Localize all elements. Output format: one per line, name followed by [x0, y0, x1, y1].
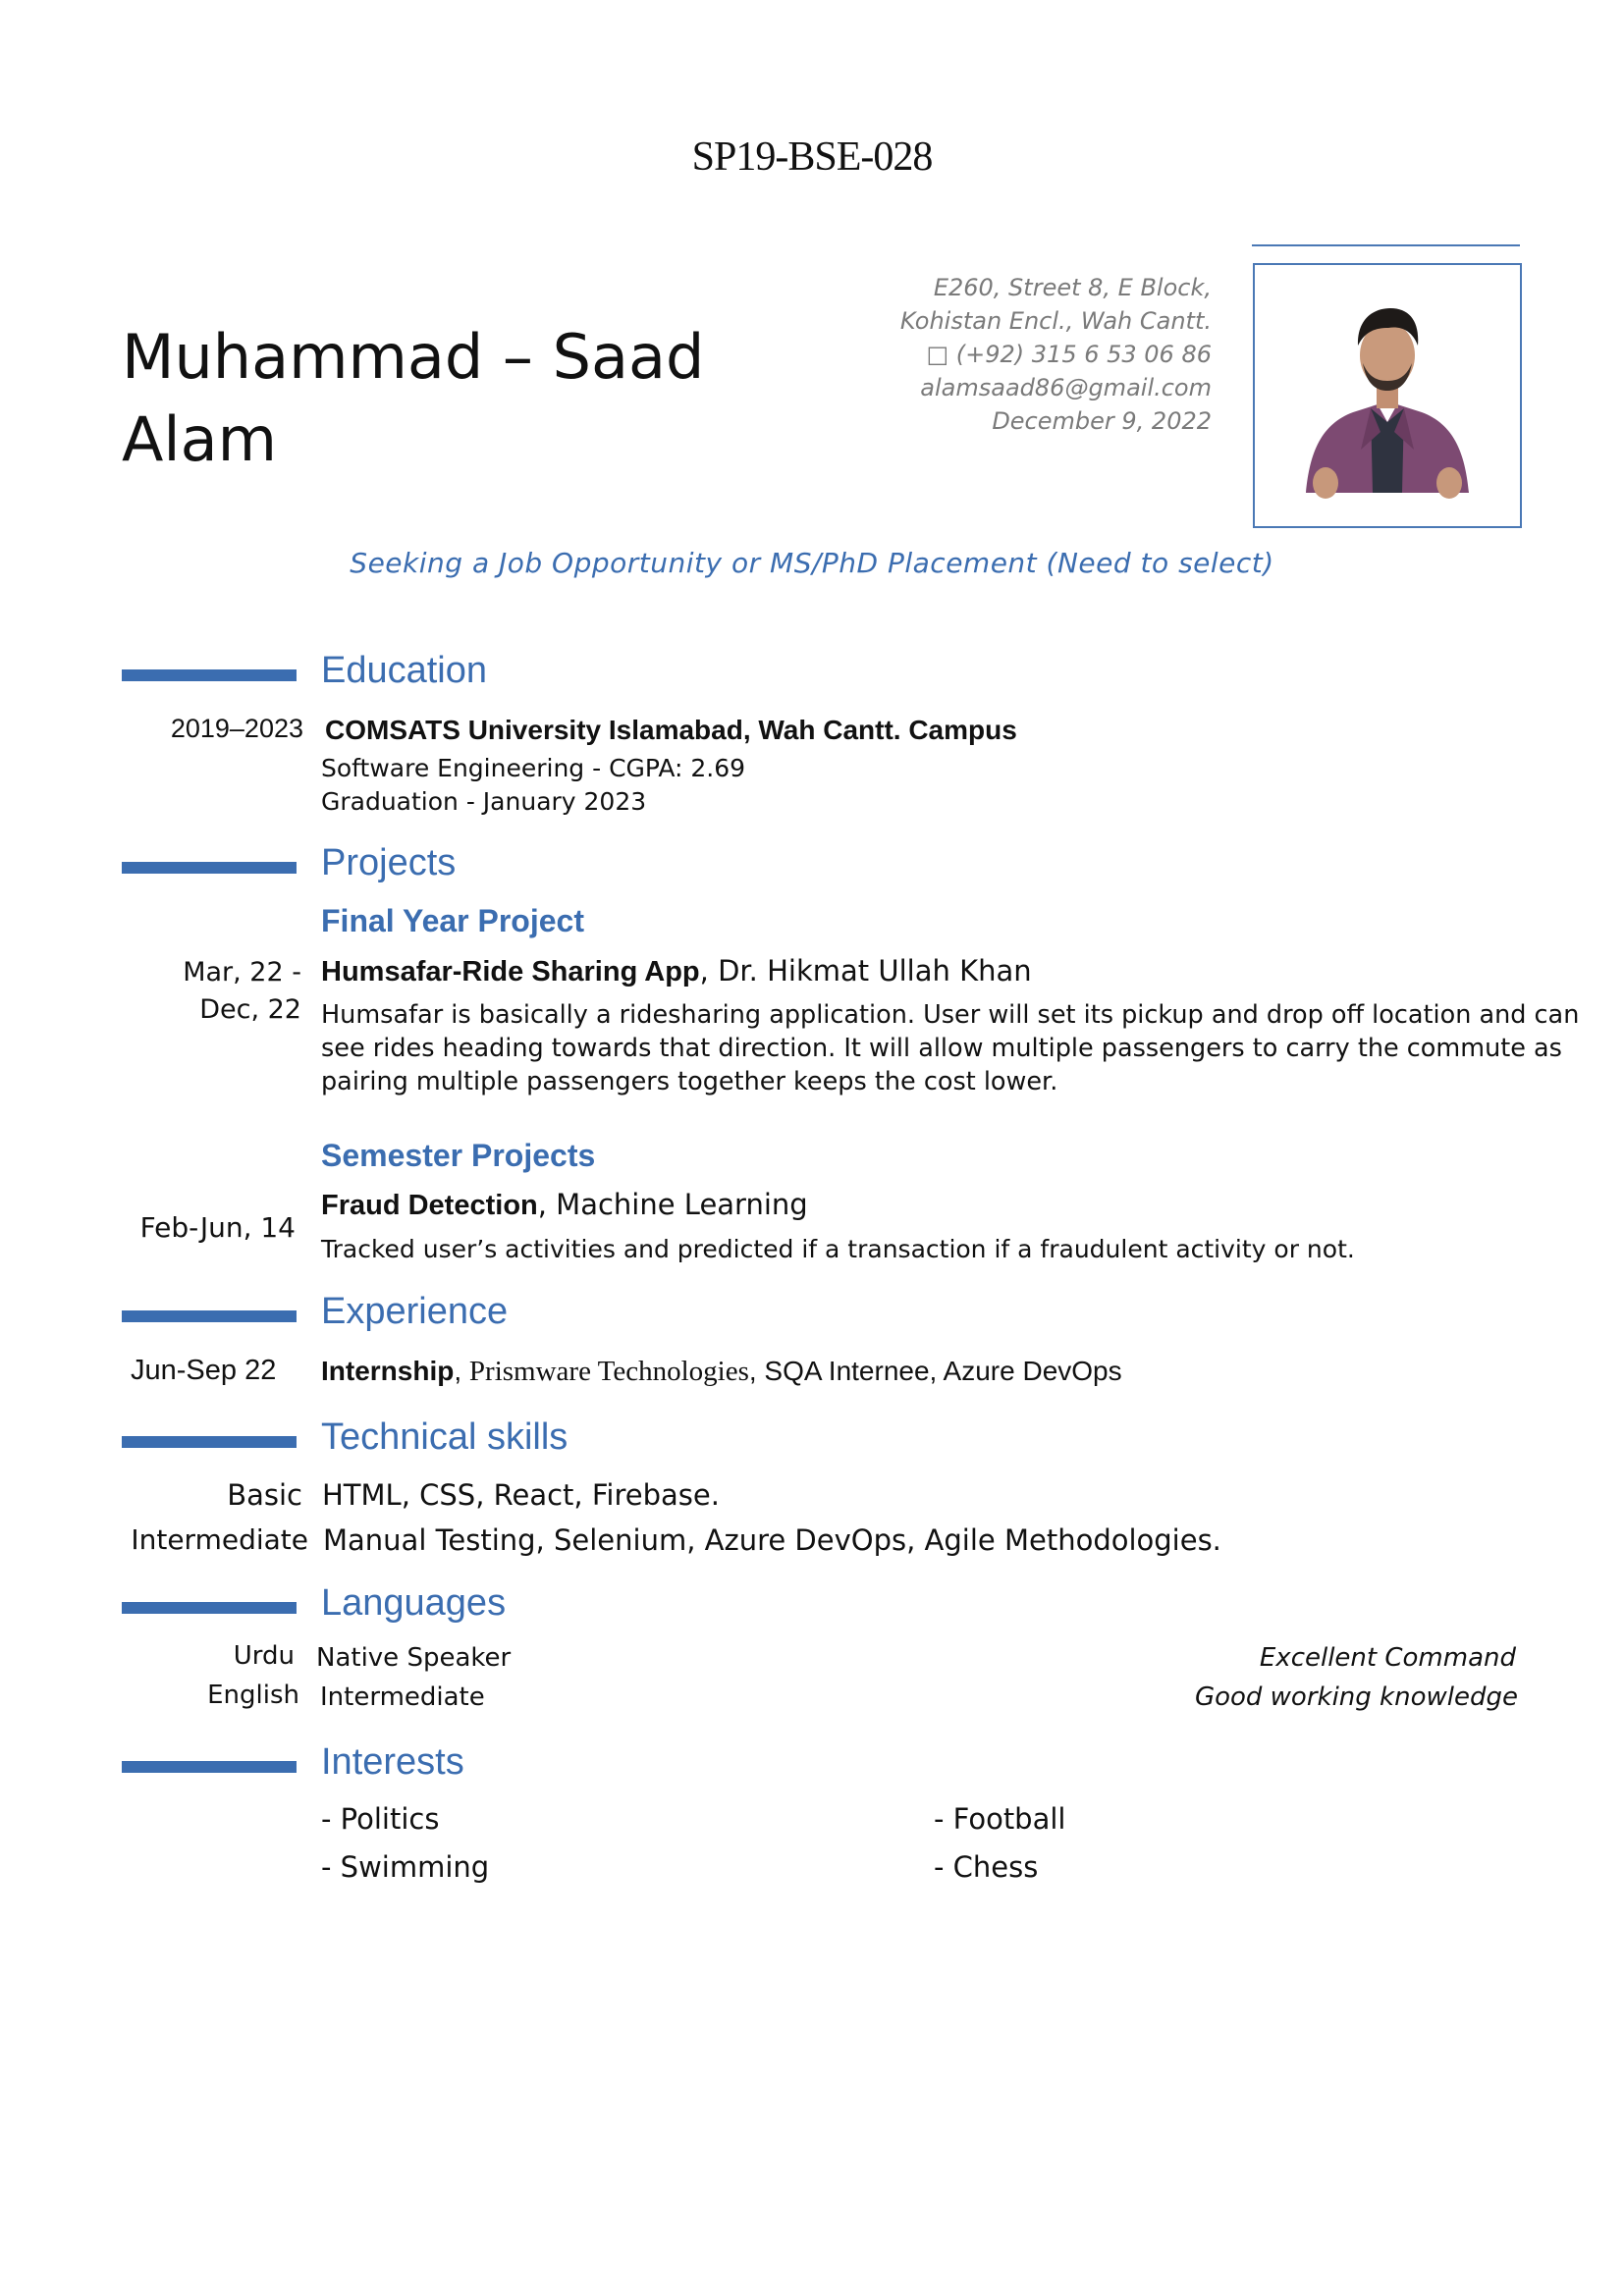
skills-basic-list: HTML, CSS, React, Firebase. — [322, 1478, 720, 1512]
phone-icon: □ — [926, 341, 949, 368]
final-project-supervisor: , Dr. Hikmat Ullah Khan — [699, 954, 1032, 988]
final-year-project-heading: Final Year Project — [321, 903, 584, 938]
final-project-title-line — [321, 954, 1032, 988]
final-project-dates — [122, 954, 301, 1029]
photo-top-rule — [1252, 244, 1520, 246]
experience-company: Prismware Technologies — [468, 1356, 749, 1387]
name-line-2: Alam — [122, 403, 278, 475]
skills-intermediate-label: Intermediate — [131, 1523, 308, 1556]
skills-intermediate-list: Manual Testing, Selenium, Azure DevOps, Agile Methodologies. — [323, 1523, 1221, 1557]
semester-project-name: Fraud Detection — [321, 1190, 538, 1221]
languages-section-title: Languages — [321, 1582, 507, 1624]
education-section-bar — [122, 669, 297, 681]
final-project-name: Humsafar-Ride Sharing App — [321, 956, 700, 988]
semester-projects-heading: Semester Projects — [321, 1138, 596, 1173]
experience-section-title: Experience — [321, 1291, 509, 1332]
final-project-date-start: Mar, 22 - — [183, 957, 301, 988]
education-section-title: Education — [321, 650, 488, 691]
objective-statement: Seeking a Job Opportunity or MS/PhD Placement (Need to select) — [350, 547, 1274, 579]
interest-item: - Chess — [934, 1850, 1039, 1884]
language-note-english: Good working knowledge — [1194, 1682, 1518, 1712]
experience-separator: , — [454, 1356, 469, 1386]
semester-project-title-line — [321, 1188, 808, 1222]
cv-date: December 9, 2022 — [992, 407, 1212, 435]
language-note-urdu: Excellent Command — [1259, 1643, 1516, 1673]
name-line-1: Muhammad – Saad — [122, 321, 705, 393]
final-project-desc-line-1: Humsafar is basically a ridesharing application. User will set its pickup and drop off location and can — [321, 1000, 1580, 1030]
address-line-2: Kohistan Encl., Wah Cantt. — [899, 307, 1212, 335]
interest-item: - Swimming — [321, 1850, 490, 1884]
experience-dates: Jun-Sep 22 — [131, 1355, 277, 1386]
final-project-desc-line-2: see rides heading towards that direction. It will allow multiple passengers to carry the commute as — [321, 1034, 1562, 1063]
language-level-english: Intermediate — [320, 1682, 485, 1712]
experience-section-bar — [122, 1310, 297, 1322]
phone-number: (+92) 315 6 53 06 86 — [955, 341, 1212, 368]
interests-section-title: Interests — [321, 1741, 464, 1783]
final-project-description — [321, 998, 1579, 1098]
document-id: SP19-BSE-028 — [691, 134, 933, 180]
experience-line — [321, 1355, 1122, 1388]
profile-photo — [1253, 263, 1522, 528]
education-institution: COMSATS University Islamabad, Wah Cantt. Campus — [325, 715, 1017, 745]
projects-section-bar — [122, 862, 297, 874]
language-name-urdu: Urdu — [233, 1641, 295, 1671]
candidate-name — [122, 316, 704, 481]
interest-item: - Politics — [321, 1802, 440, 1836]
phone-line — [805, 338, 1212, 371]
education-graduation: Graduation - January 2023 — [321, 787, 647, 816]
languages-section-bar — [122, 1602, 297, 1614]
semester-project-date: Feb-Jun, 14 — [139, 1211, 296, 1244]
final-project-desc-line-3: pairing multiple passengers together keeps the cost lower. — [321, 1067, 1058, 1096]
language-name-english: English — [207, 1681, 299, 1710]
interests-section-bar — [122, 1761, 297, 1773]
skills-section-bar — [122, 1436, 297, 1448]
education-years: 2019–2023 — [170, 714, 303, 743]
experience-details: , SQA Internee, Azure DevOps — [748, 1356, 1122, 1386]
interest-item: - Football — [934, 1802, 1066, 1836]
email: alamsaad86@gmail.com — [920, 374, 1212, 401]
semester-project-description: Tracked user’s activities and predicted if a transaction if a fraudulent activity or not. — [321, 1235, 1355, 1263]
semester-project-field: , Machine Learning — [537, 1188, 808, 1221]
projects-section-title: Projects — [321, 842, 457, 883]
education-program: Software Engineering - CGPA: 2.69 — [321, 754, 746, 782]
contact-block — [805, 271, 1212, 438]
language-level-urdu: Native Speaker — [316, 1643, 512, 1673]
skills-basic-label: Basic — [227, 1478, 302, 1512]
person-photo-icon — [1255, 265, 1520, 526]
final-project-date-end: Dec, 22 — [199, 994, 301, 1025]
experience-role: Internship — [321, 1356, 455, 1386]
skills-section-title: Technical skills — [321, 1416, 568, 1458]
address-line-1: E260, Street 8, E Block, — [933, 274, 1212, 301]
